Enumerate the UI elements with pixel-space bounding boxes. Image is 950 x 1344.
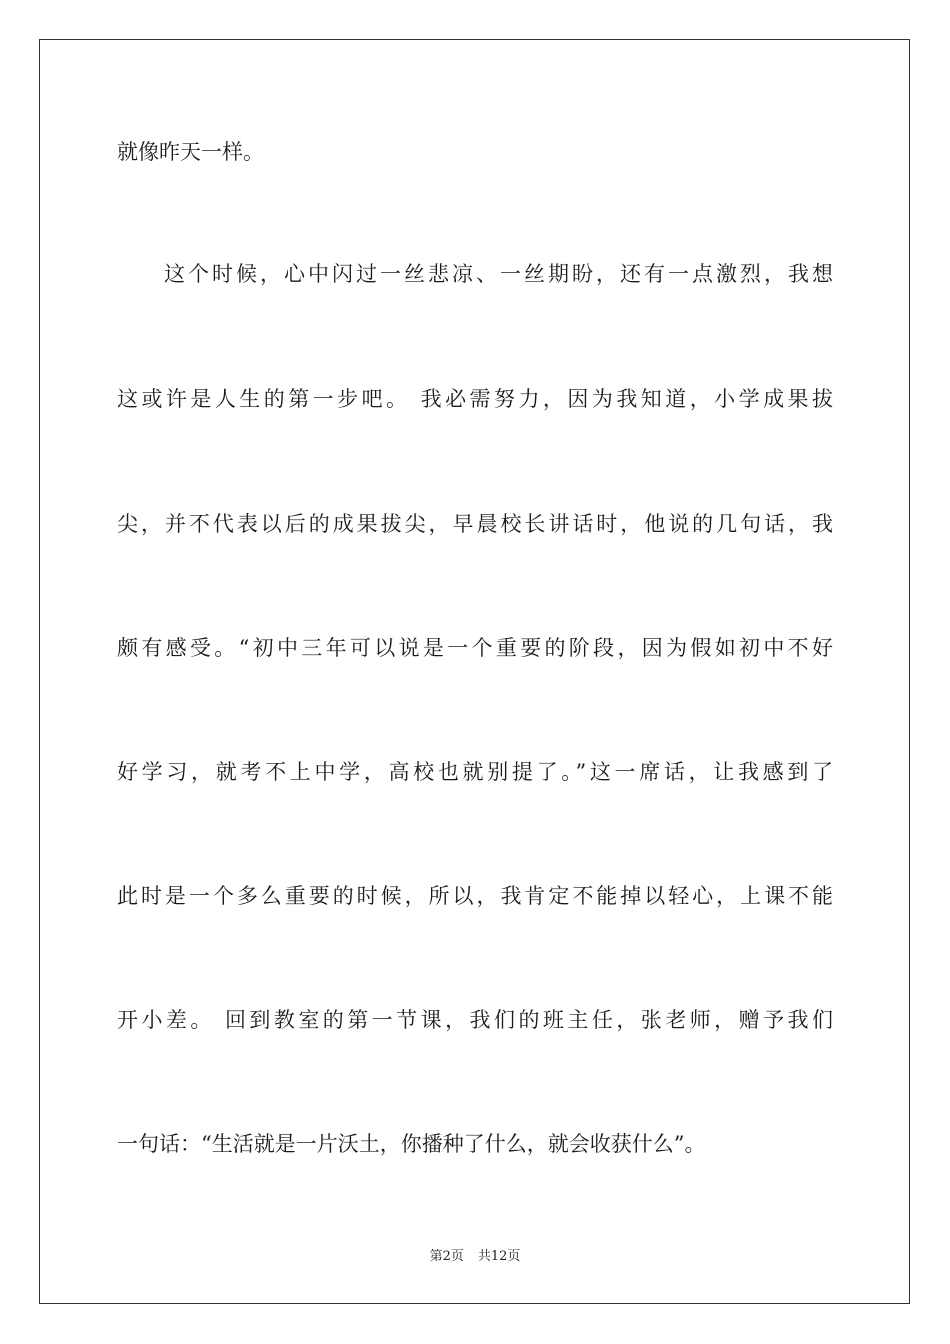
text-line: 尖，并不代表以后的成果拔尖，早晨校长讲话时，他说的几句话，我: [117, 512, 833, 536]
text-line: 就像昨天一样。: [117, 140, 264, 164]
paragraph-first-line: 这个时候，心中闪过一丝悲凉、一丝期盼，还有一点激烈，我想: [164, 262, 833, 286]
text-line: 一句话：“生活就是一片沃土，你播种了什么，就会收获什么”。: [117, 1132, 706, 1156]
text-line: 好学习，就考不上中学，高校也就别提了。”这一席话，让我感到了: [117, 760, 833, 784]
text-line: 此时是一个多么重要的时候，所以，我肯定不能掉以轻心，上课不能: [117, 884, 833, 908]
text-line: 颇有感受。“初中三年可以说是一个重要的阶段，因为假如初中不好: [117, 636, 833, 660]
page-border: [39, 39, 910, 1304]
text-line: 这或许是人生的第一步吧。 我必需努力，因为我知道，小学成果拔: [117, 387, 833, 411]
page-total: 共12页: [477, 1249, 521, 1264]
page-number: 第2页: [429, 1249, 464, 1264]
text-line: 开小差。 回到教室的第一节课，我们的班主任，张老师，赠予我们: [117, 1008, 833, 1032]
page-footer: [0, 1248, 950, 1266]
